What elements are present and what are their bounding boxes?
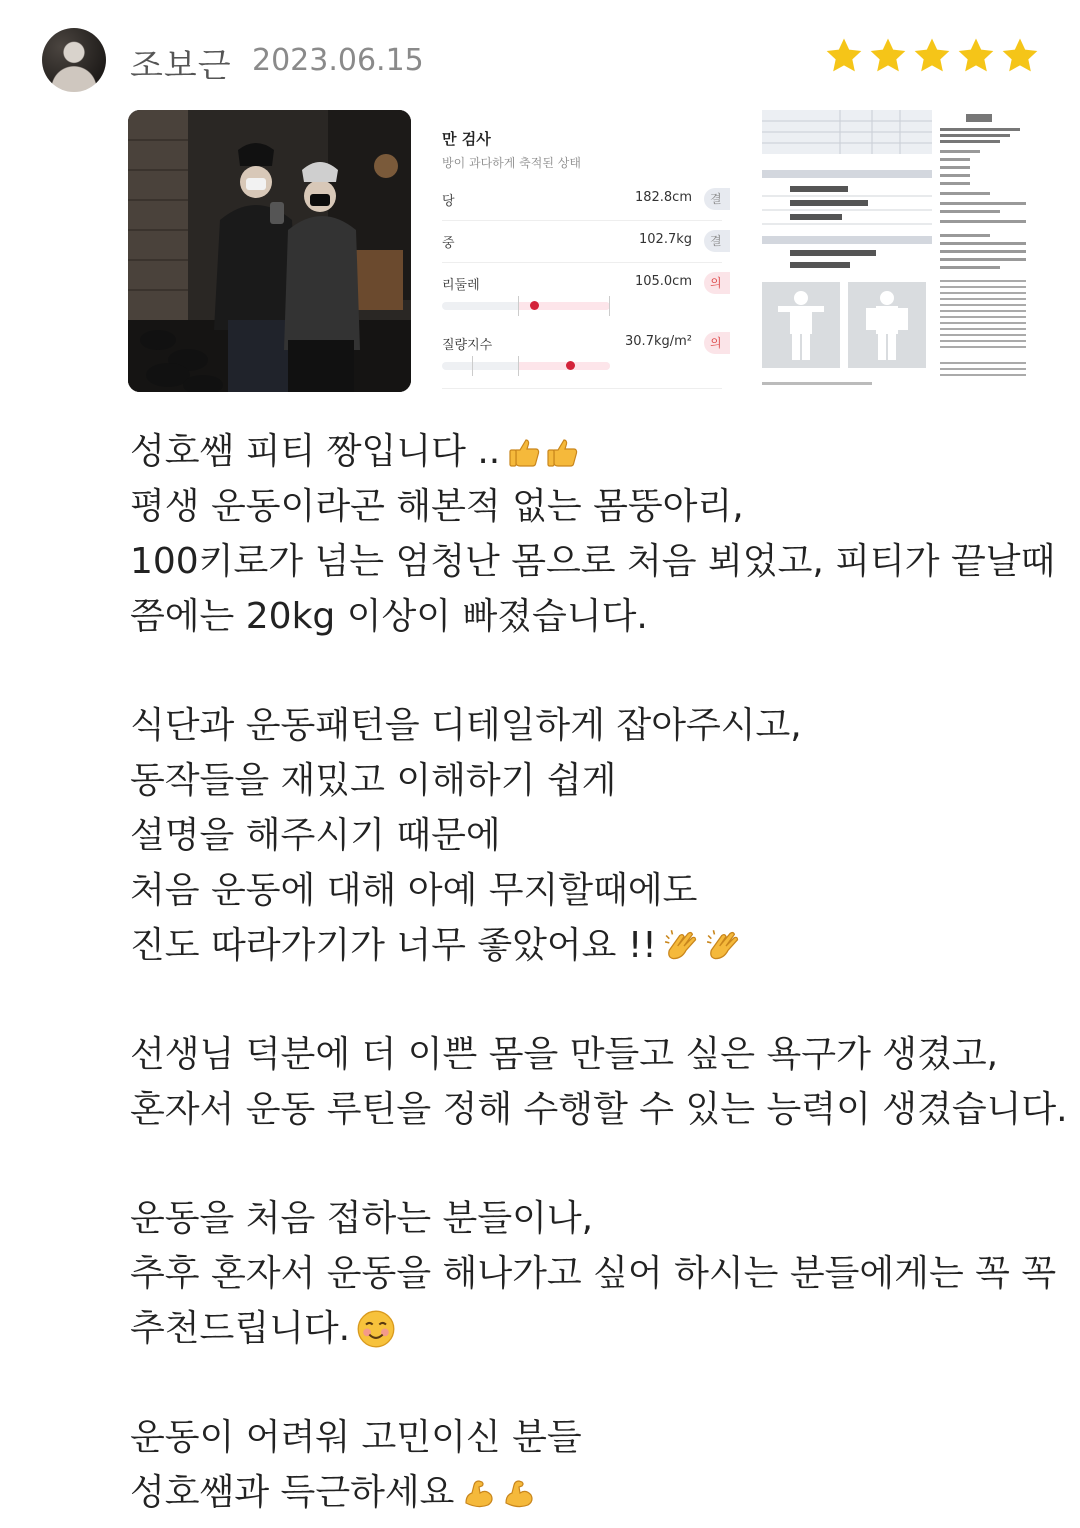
review-text: 추후 혼자서 운동을 해나가고 싶어 하시는 분들에게는 꼭 꼭 [130, 1253, 1057, 1294]
review-line [130, 1246, 1057, 1301]
review-line [130, 918, 1050, 973]
range-marker [566, 361, 575, 370]
review-line [130, 534, 1056, 589]
check-row [442, 232, 730, 256]
thumbs-up-icon [544, 434, 580, 470]
review-line [130, 863, 1050, 918]
check-subtitle: 방이 과다하게 축적된 상태 [442, 156, 581, 170]
range-bar-high [518, 362, 610, 370]
star-icon [824, 36, 864, 76]
row-label: 당 [442, 194, 455, 209]
row-label: 중 [442, 236, 455, 251]
body-composition-sheet[interactable] [760, 110, 1028, 392]
review-line [130, 1465, 1050, 1520]
divider [442, 262, 722, 263]
paragraph-gap [130, 973, 1050, 1027]
review-text: 성호쌤 피티 짱입니다 .. [130, 431, 501, 472]
review-line [130, 1082, 1068, 1137]
body-composition-sheet-image [760, 110, 1028, 392]
review-text: 처음 운동에 대해 아예 무지할때에도 [130, 870, 698, 911]
review-text: 혼자서 운동 루틴을 정해 수행할 수 있는 능력이 생겼습니다. [130, 1089, 1068, 1130]
review-line [130, 479, 1050, 534]
check-title: 만 검사 [442, 130, 491, 148]
review-header [42, 28, 1040, 92]
paragraph-gap [130, 1137, 1050, 1191]
range-tick [609, 296, 610, 316]
range-tick [518, 296, 519, 316]
star-rating [824, 36, 1040, 76]
review-text: 운동을 처음 접하는 분들이나, [130, 1198, 594, 1239]
review-body [130, 424, 1068, 1520]
range-tick [518, 356, 519, 376]
row-value: 105.0cm [634, 274, 692, 289]
clapping-hands-icon [663, 927, 705, 965]
check-row [442, 274, 730, 298]
star-icon [956, 36, 996, 76]
row-label: 질량지수 [442, 338, 493, 353]
row-badge: 결 [704, 230, 730, 252]
row-value: 102.7kg [639, 232, 692, 247]
range-tick [472, 356, 473, 376]
review-line [130, 1191, 1050, 1246]
review-date: 2023.06.15 [252, 43, 424, 78]
review-text: 쯤에는 20kg 이상이 빠졌습니다. [130, 596, 648, 637]
flexed-biceps-icon [460, 1475, 496, 1511]
smiling-face-icon [356, 1309, 396, 1349]
star-icon [1000, 36, 1040, 76]
row-badge: 결 [704, 188, 730, 210]
thumbs-up-icon [506, 434, 542, 470]
paragraph-gap [130, 1356, 1050, 1410]
check-row [442, 334, 730, 358]
gym-selfie-photo[interactable] [128, 110, 411, 392]
star-icon [912, 36, 952, 76]
gym-selfie-image [128, 110, 411, 392]
obesity-check-screenshot[interactable] [440, 110, 740, 392]
review-text: 식단과 운동패턴을 디테일하게 잡아주시고, [130, 705, 802, 746]
flexed-biceps-icon [500, 1475, 536, 1511]
review-line [130, 808, 1050, 863]
avatar[interactable] [42, 28, 106, 92]
review-text: 설명을 해주시기 때문에 [130, 815, 501, 856]
row-value: 30.7kg/m² [625, 334, 692, 349]
review-text: 성호쌤과 득근하세요 [130, 1472, 455, 1513]
clapping-hands-icon [705, 927, 747, 965]
check-row [442, 190, 730, 214]
review-text: 진도 따라가기가 너무 좋았어요 !! [130, 925, 657, 966]
review-line [130, 1027, 1050, 1082]
review-line [130, 424, 1050, 479]
range-bar [442, 302, 610, 310]
author-name[interactable]: 조보근 [130, 46, 232, 86]
review-line [130, 1301, 1050, 1356]
divider [442, 388, 722, 389]
range-bar [442, 362, 610, 370]
review-text: 평생 운동이라곤 해본적 없는 몸뚱아리, [130, 486, 744, 527]
review-line [130, 698, 1050, 753]
review-line [130, 1410, 1050, 1465]
review-line [130, 589, 1050, 644]
paragraph-gap [130, 644, 1050, 698]
row-value: 182.8cm [634, 190, 692, 205]
review-text: 운동이 어려워 고민이신 분들 [130, 1417, 582, 1458]
row-badge: 의 [704, 272, 730, 294]
review-text: 100키로가 넘는 엄청난 몸으로 처음 뵈었고, 피티가 끝날때 [130, 541, 1056, 582]
range-marker [530, 301, 539, 310]
divider [442, 220, 722, 221]
row-label: 리둘레 [442, 278, 480, 293]
review-photos [128, 110, 1028, 392]
row-badge: 의 [704, 332, 730, 354]
review-line [130, 753, 1050, 808]
review-text: 추천드립니다. [130, 1308, 351, 1349]
review-text: 선생님 덕분에 더 이쁜 몸을 만들고 싶은 욕구가 생겼고, [130, 1034, 999, 1075]
star-icon [868, 36, 908, 76]
review-text: 동작들을 재밌고 이해하기 쉽게 [130, 760, 617, 801]
